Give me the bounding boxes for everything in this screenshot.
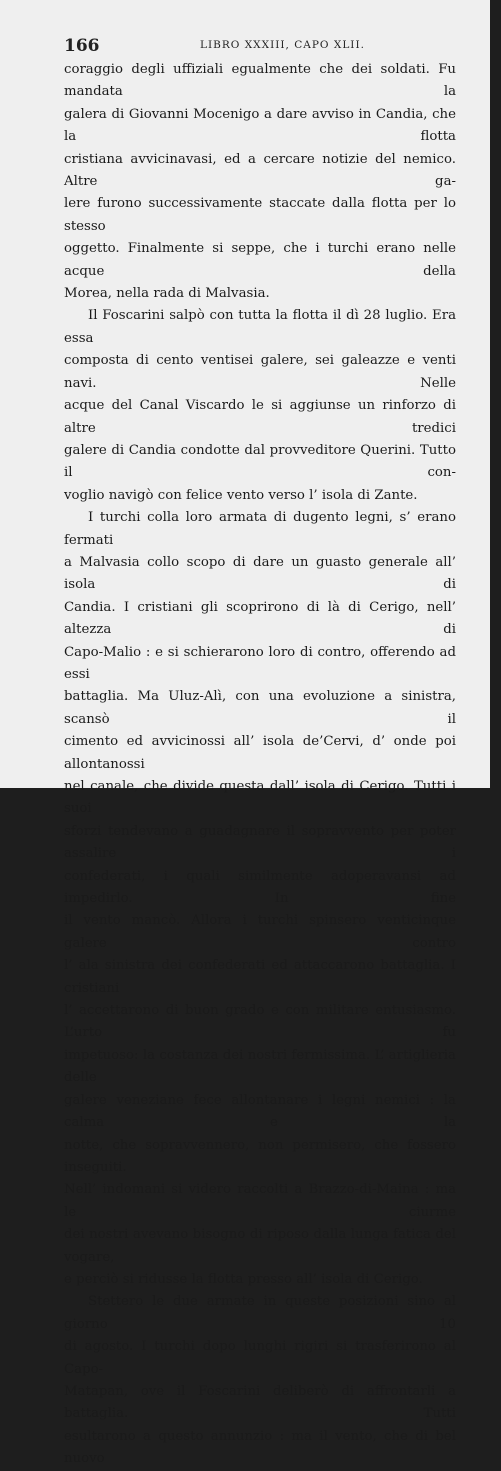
page-number: 166 [64, 36, 100, 56]
page-header [0, 36, 490, 56]
text-line: Nell’ indomani si videro raccolti a Brazzo-di-Maina : ma le ciurme [64, 1182, 456, 1220]
text-line: e perciò si ridusse la flotta presso all’ isola di Cerigo. [64, 1271, 423, 1287]
text-line: nel canale, che divide questa dall’ isola di Cerigo. Tutti i suoi [64, 779, 456, 817]
running-head: LIBRO XXXIII, CAPO XLII. [200, 39, 365, 51]
text-line: dei nostri avevano bisogno di riposo dalla lunga fatica del vogare, [64, 1227, 456, 1265]
text-line: cristiana avvicinavasi, ed a cercare notizie del nemico. Altre ga- [64, 151, 456, 190]
text-line: battaglia. Ma Uluz-Alì, con una evoluzione a sinistra, scansò il [64, 689, 456, 727]
text-line: galere veneziane fece allontanare i legni nemici : la calma e la [64, 1092, 456, 1131]
text-line: confederati, i quali similmente adoperavansi ad impedirlo. In fine [64, 868, 456, 907]
text-line: impetuoso: la costanza dei nostri fermissima. L’ artiglieria delle [64, 1047, 456, 1086]
text-line: Matapan, ove il Foscarini deliberò di affrontarli a battaglia. Tutti [64, 1383, 456, 1422]
text-line: Stettero le due armate in queste posizioni sino al giorno 10 [64, 1294, 456, 1332]
text-line: lere furono successivamente staccate dalla flotta per lo stesso [64, 196, 456, 234]
text-line: cimento ed avvicinossi all’ isola de’Cervi, d’ onde poi allontanossi [64, 734, 456, 772]
text-line: galere di Candia condotte dal provveditore Querini. Tutto il con- [64, 442, 456, 481]
text-line: Morea, nella rada di Malvasia. [64, 286, 270, 302]
text-line: a Malvasia collo scopo di dare un guasto generale all’ isola di [64, 554, 456, 593]
text-line: voglio navigò con felice vento verso l’ isola di Zante. [64, 487, 418, 503]
text-line: acque del Canal Viscardo le si aggiunse un rinforzo di altre tredici [64, 398, 456, 436]
text-line: I turchi colla loro armata di dugento legni, s’ erano fermati [64, 510, 456, 548]
text-line: sforzi tendevano a guadagnare il sopravvento per poter assalire i [64, 823, 456, 862]
text-line: Capo-Malio : e si schierarono loro di contro, offerendo ad essi [64, 644, 456, 682]
body-text [64, 59, 456, 1471]
text-line: oggetto. Finalmente si seppe, che i turchi erano nelle acque della [64, 241, 456, 279]
text-line: Il Foscarini salpò con tutta la flotta il dì 28 luglio. Era essa [64, 308, 456, 346]
text-line: esultarono a questo annunzio : ma il vento, che di bel nuovo [64, 1428, 456, 1467]
text-line: notte, che sopravvennero, non permisero, che fossero inseguiti. [64, 1137, 456, 1175]
text-line: Candia. I cristiani gli scoprirono di là di Cerigo, nell’ altezza di [64, 599, 456, 638]
text-line: l’ accettarono di buon grado e con militare entusiasmo. L’urto fu [64, 1003, 456, 1041]
text-line: galera di Giovanni Mocenigo a dare avviso in Candia, che la flotta [64, 106, 456, 145]
text-line: l’ ala sinistra dei confederati ed attaccarono battaglia. I cristiani [64, 958, 456, 996]
text-line: di agosto. I turchi dopo lunghi rigiri si trasferirono al Capo- [64, 1339, 456, 1377]
text-line: coraggio degli uffiziali egualmente che dei soldati. Fu mandata la [64, 62, 456, 100]
text-line: composta di cento ventisei galere, sei galeazze e venti navi. Nelle [64, 353, 456, 391]
text-line: il vento mancò. Allora i turchi spinsero venticinque galere contro [64, 913, 456, 951]
